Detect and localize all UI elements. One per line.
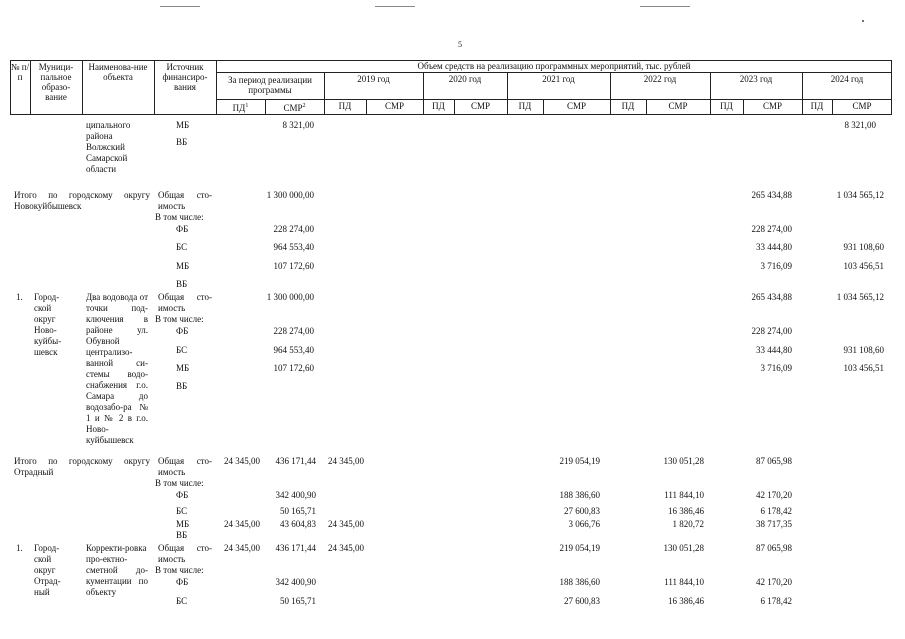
header-smr: [265, 101, 324, 113]
object-name: Два водовода от точки под-ключения в районе ул. Обувной централизо-ванной си-стемы водо-снабжения г.о. Самара до водозабо-ра № 1 и № 2 в г.о. Ново-куйбышевск: [86, 292, 148, 445]
including-label: В том числе:: [155, 314, 204, 324]
municipality-name: Город-ской округ Ново-куйбы-шевск: [34, 292, 62, 357]
header-period: За период реализации программы: [228, 75, 312, 95]
source-label: ФБ: [176, 490, 189, 500]
page-number: 5: [458, 40, 462, 49]
including-label: В том числе:: [155, 212, 204, 222]
scan-artifact-dot: [862, 20, 864, 22]
header-smr-text: СМР: [283, 103, 303, 113]
value-cell: 1 034 565,12: [836, 292, 884, 302]
value-cell: 27 600,83: [564, 506, 600, 516]
source-label: БС: [176, 242, 188, 252]
source-label: ВБ: [176, 137, 188, 147]
value-cell: 24 345,00: [224, 456, 260, 466]
rule: [216, 99, 892, 100]
value-cell: 24 345,00: [224, 519, 260, 529]
header-funding-source: Источник финансиро-вания: [162, 62, 208, 92]
scan-artifact-line: [375, 6, 415, 7]
rule: [10, 114, 892, 115]
subtotal-label: Итого по городскому округу Новокуйбышевск: [14, 190, 150, 211]
header-smr: СМР: [668, 101, 688, 111]
header-pd: ПД: [338, 101, 352, 111]
value-cell: 107 172,60: [273, 261, 314, 271]
header-year: 2023 год: [739, 74, 773, 84]
header-pd: ПД: [518, 101, 532, 111]
header-pd: [216, 101, 265, 113]
header-pd: ПД: [720, 101, 733, 111]
value-cell: 33 444,80: [756, 242, 792, 252]
value-cell: 228 274,00: [751, 326, 792, 336]
municipality-name: Город-ской округ Отрад-ный: [34, 543, 61, 597]
header-volume: Объем средств на реализацию программных мероприятий, тыс. рублей: [417, 61, 691, 71]
value-cell: 6 178,42: [760, 506, 792, 516]
value-cell: 188 386,60: [559, 490, 600, 500]
value-cell: 107 172,60: [273, 363, 314, 373]
value-cell: 931 108,60: [843, 345, 884, 355]
header-pd: ПД: [621, 101, 635, 111]
value-cell: 436 171,44: [275, 543, 316, 553]
object-name: ципального района Волжский Самарской области: [86, 120, 131, 174]
rule: [154, 60, 155, 115]
source-label: БС: [176, 596, 188, 606]
source-label: БС: [176, 345, 188, 355]
value-cell: 228 274,00: [751, 224, 792, 234]
value-cell: 24 345,00: [328, 519, 364, 529]
value-cell: 3 066,76: [568, 519, 600, 529]
value-cell: 1 034 565,12: [836, 190, 884, 200]
value-cell: 24 345,00: [224, 543, 260, 553]
header-year: 2022 год: [643, 74, 677, 84]
value-cell: 8 321,00: [844, 120, 876, 130]
value-cell: 103 456,51: [843, 261, 884, 271]
value-cell: 42 170,20: [756, 577, 792, 587]
value-cell: 130 051,28: [663, 456, 704, 466]
value-cell: 265 434,88: [751, 292, 792, 302]
value-cell: 964 553,40: [273, 345, 314, 355]
header-pd: ПД: [432, 101, 445, 111]
row-number: 1.: [16, 292, 23, 302]
header-year: 2024 год: [830, 74, 864, 84]
source-label: БС: [176, 506, 188, 516]
total-cost-label: Общая сто-имость: [158, 190, 212, 211]
footnote-marker: 2: [302, 103, 306, 109]
source-label: ФБ: [176, 577, 189, 587]
header-year: 2021 год: [542, 74, 575, 84]
header-year: 2019 год: [357, 74, 390, 84]
value-cell: 342 400,90: [275, 577, 316, 587]
value-cell: 228 274,00: [273, 326, 314, 336]
scan-artifact-line: [160, 6, 200, 7]
value-cell: 111 844,10: [664, 577, 704, 587]
scan-artifact-line: [640, 6, 690, 7]
value-cell: 33 444,80: [756, 345, 792, 355]
source-label: МБ: [176, 363, 190, 373]
source-label: МБ: [176, 519, 190, 529]
header-pd-text: ПД: [232, 103, 246, 113]
including-label: В том числе:: [155, 478, 204, 488]
header-year: 2020 год: [448, 74, 482, 84]
value-cell: 964 553,40: [273, 242, 314, 252]
header-smr: СМР: [762, 101, 782, 111]
value-cell: 24 345,00: [328, 456, 364, 466]
value-cell: 24 345,00: [328, 543, 364, 553]
header-smr: СМР: [384, 101, 404, 111]
total-cost-label: Общая сто-имость: [158, 292, 212, 313]
value-cell: 188 386,60: [559, 577, 600, 587]
source-label: ФБ: [176, 326, 189, 336]
value-cell: 16 386,46: [668, 596, 704, 606]
value-cell: 43 604,83: [280, 519, 316, 529]
value-cell: 38 717,35: [756, 519, 792, 529]
value-cell: 111 844,10: [664, 490, 704, 500]
header-object-name: Наименова-ние объекта: [88, 62, 148, 82]
value-cell: 1 820,72: [672, 519, 704, 529]
total-cost-label: Общая сто-имость: [158, 543, 212, 564]
value-cell: 265 434,88: [751, 190, 792, 200]
value-cell: 3 716,09: [760, 363, 792, 373]
value-cell: 87 065,98: [756, 543, 792, 553]
header-smr: СМР: [470, 101, 490, 111]
value-cell: 931 108,60: [843, 242, 884, 252]
value-cell: 3 716,09: [760, 261, 792, 271]
value-cell: 16 386,46: [668, 506, 704, 516]
value-cell: 50 165,71: [280, 596, 316, 606]
header-pd: ПД: [810, 101, 824, 111]
value-cell: 6 178,42: [760, 596, 792, 606]
rule: [82, 60, 83, 115]
header-smr: СМР: [852, 101, 872, 111]
value-cell: 219 054,19: [559, 456, 600, 466]
header-smr: СМР: [566, 101, 586, 111]
total-cost-label: Общая сто-имость: [158, 456, 212, 477]
value-cell: 42 170,20: [756, 490, 792, 500]
value-cell: 219 054,19: [559, 543, 600, 553]
source-label: ФБ: [176, 224, 189, 234]
value-cell: 50 165,71: [280, 506, 316, 516]
value-cell: 436 171,44: [275, 456, 316, 466]
value-cell: 27 600,83: [564, 596, 600, 606]
rule: [216, 72, 892, 73]
object-name: Корректи-ровка про-ектно-сметной до-кументации по объекту: [86, 543, 148, 597]
value-cell: 1 300 000,00: [266, 292, 314, 302]
subtotal-label: Итого по городскому округу Отрадный: [14, 456, 150, 477]
value-cell: 103 456,51: [843, 363, 884, 373]
value-cell: 228 274,00: [273, 224, 314, 234]
row-number: 1.: [16, 543, 23, 553]
including-label: В том числе:: [155, 565, 204, 575]
source-label: МБ: [176, 120, 190, 130]
value-cell: 87 065,98: [756, 456, 792, 466]
value-cell: 130 051,28: [663, 543, 704, 553]
source-label: ВБ: [176, 530, 188, 540]
table-header: [10, 60, 892, 115]
rule: [30, 60, 31, 115]
footnote-marker: 1: [245, 103, 249, 109]
value-cell: 1 300 000,00: [266, 190, 314, 200]
header-municipality: Муници-пальное образо-вание: [38, 62, 74, 102]
source-label: МБ: [176, 261, 190, 271]
source-label: ВБ: [176, 279, 188, 289]
value-cell: 342 400,90: [275, 490, 316, 500]
value-cell: 8 321,00: [282, 120, 314, 130]
source-label: ВБ: [176, 381, 188, 391]
header-num: № п/п: [10, 62, 30, 82]
